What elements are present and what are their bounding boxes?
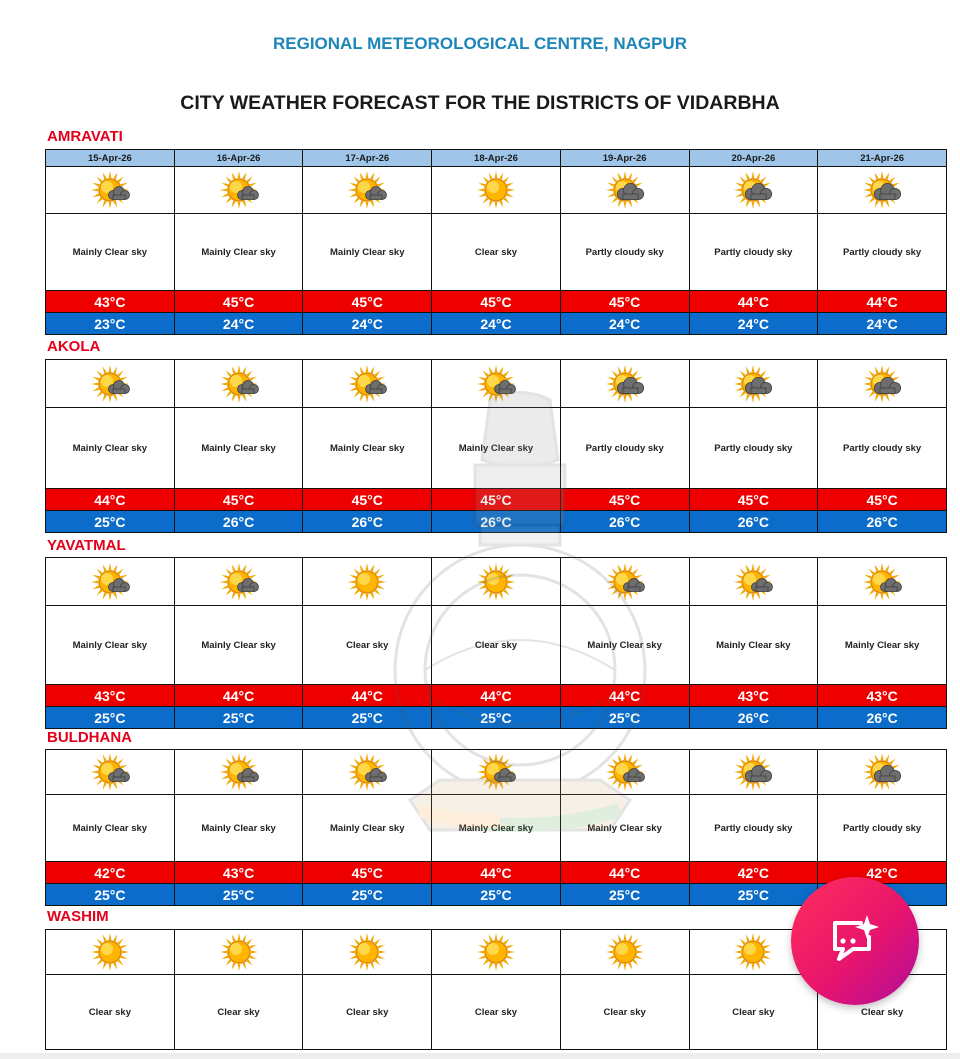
min-temp-row	[46, 511, 947, 533]
sky-condition-cell: Mainly Clear sky	[560, 606, 689, 685]
partly-cloudy-icon	[861, 363, 903, 405]
sky-condition-cell: Mainly Clear sky	[46, 606, 175, 685]
district-name: WASHIM	[47, 908, 109, 925]
page-title: CITY WEATHER FORECAST FOR THE DISTRICTS OF VIDARBHA	[180, 92, 780, 114]
mainly-clear-icon	[346, 363, 388, 405]
min-temp-cell: 25°C	[174, 884, 303, 906]
sky-condition-cell: Clear sky	[432, 606, 561, 685]
weather-icon-cell	[432, 930, 561, 975]
max-temp-row	[46, 489, 947, 511]
weather-icon-cell	[689, 750, 818, 795]
weather-icon-cell	[432, 750, 561, 795]
sky-condition-cell: Mainly Clear sky	[303, 214, 432, 291]
weather-icon-cell	[46, 360, 175, 408]
min-temp-cell: 24°C	[689, 313, 818, 335]
clear-sky-icon	[475, 561, 517, 603]
clear-sky-icon	[475, 169, 517, 211]
weather-icon-cell	[818, 558, 947, 606]
weather-icon-cell	[303, 930, 432, 975]
max-temp-cell: 45°C	[432, 489, 561, 511]
sky-condition-cell: Clear sky	[689, 975, 818, 1050]
mainly-clear-icon	[346, 169, 388, 211]
max-temp-cell: 44°C	[432, 862, 561, 884]
max-temp-cell: 45°C	[560, 489, 689, 511]
min-temp-cell: 25°C	[174, 707, 303, 729]
weather-icon-cell	[174, 360, 303, 408]
sky-condition-cell: Mainly Clear sky	[174, 795, 303, 862]
weather-icon-cell	[560, 930, 689, 975]
mainly-clear-icon	[475, 363, 517, 405]
mainly-clear-icon	[218, 363, 260, 405]
min-temp-cell: 25°C	[46, 707, 175, 729]
weather-icon-cell	[303, 360, 432, 408]
sky-condition-cell: Clear sky	[818, 975, 947, 1050]
min-temp-cell: 25°C	[46, 884, 175, 906]
sky-condition-cell: Mainly Clear sky	[303, 795, 432, 862]
min-temp-cell: 25°C	[689, 884, 818, 906]
date-cell: 20-Apr-26	[689, 150, 818, 167]
partly-cloudy-icon	[861, 169, 903, 211]
weather-icon-cell	[46, 750, 175, 795]
date-cell: 21-Apr-26	[818, 150, 947, 167]
mainly-clear-icon	[89, 169, 131, 211]
max-temp-cell: 42°C	[689, 862, 818, 884]
min-temp-cell: 26°C	[560, 511, 689, 533]
date-cell: 19-Apr-26	[560, 150, 689, 167]
mainly-clear-icon	[218, 751, 260, 793]
max-temp-row	[46, 685, 947, 707]
ai-chat-sparkle-icon	[827, 913, 883, 969]
weather-icon-cell	[689, 360, 818, 408]
sky-condition-cell: Mainly Clear sky	[432, 408, 561, 489]
min-temp-cell: 24°C	[174, 313, 303, 335]
weather-icon-cell	[174, 558, 303, 606]
district-name: YAVATMAL	[47, 537, 126, 554]
max-temp-cell: 45°C	[432, 291, 561, 313]
min-temp-cell: 26°C	[689, 511, 818, 533]
max-temp-cell: 45°C	[818, 489, 947, 511]
sky-condition-cell: Clear sky	[560, 975, 689, 1050]
sky-condition-cell: Partly cloudy sky	[560, 214, 689, 291]
max-temp-cell: 44°C	[818, 291, 947, 313]
weather-icon-cell	[46, 930, 175, 975]
sky-condition-cell: Mainly Clear sky	[432, 795, 561, 862]
min-temp-cell: 25°C	[303, 707, 432, 729]
date-cell: 18-Apr-26	[432, 150, 561, 167]
max-temp-cell: 45°C	[174, 291, 303, 313]
bottom-bar	[0, 1053, 960, 1059]
clear-sky-icon	[475, 931, 517, 973]
weather-icon-cell	[303, 558, 432, 606]
forecast-table-akola	[45, 359, 947, 533]
date-cell: 16-Apr-26	[174, 150, 303, 167]
max-temp-cell: 43°C	[46, 291, 175, 313]
max-temp-cell: 44°C	[560, 862, 689, 884]
max-temp-row	[46, 291, 947, 313]
min-temp-cell: 24°C	[432, 313, 561, 335]
min-temp-cell: 24°C	[818, 313, 947, 335]
weather-icon-cell	[174, 750, 303, 795]
mainly-clear-icon	[89, 561, 131, 603]
mainly-clear-icon	[604, 751, 646, 793]
sky-condition-cell: Partly cloudy sky	[689, 214, 818, 291]
date-cell: 15-Apr-26	[46, 150, 175, 167]
sky-condition-row	[46, 795, 947, 862]
partly-cloudy-icon	[604, 169, 646, 211]
weather-icon-cell	[432, 558, 561, 606]
sky-condition-row	[46, 408, 947, 489]
date-cell: 17-Apr-26	[303, 150, 432, 167]
partly-cloudy-icon	[732, 169, 774, 211]
date-header-row	[46, 150, 947, 167]
sky-condition-cell: Mainly Clear sky	[46, 214, 175, 291]
min-temp-cell: 25°C	[46, 511, 175, 533]
weather-icon-cell	[560, 750, 689, 795]
weather-icon-cell	[560, 167, 689, 214]
min-temp-cell: 25°C	[560, 884, 689, 906]
mainly-clear-icon	[218, 169, 260, 211]
sky-condition-row	[46, 606, 947, 685]
weather-icon-row	[46, 167, 947, 214]
max-temp-cell: 44°C	[560, 685, 689, 707]
sky-condition-cell: Partly cloudy sky	[689, 408, 818, 489]
sky-condition-cell: Clear sky	[46, 975, 175, 1050]
min-temp-cell: 23°C	[46, 313, 175, 335]
weather-icon-cell	[303, 167, 432, 214]
weather-icon-cell	[46, 558, 175, 606]
min-temp-cell: 25°C	[432, 707, 561, 729]
sky-condition-cell: Partly cloudy sky	[689, 795, 818, 862]
sky-condition-cell: Mainly Clear sky	[689, 606, 818, 685]
max-temp-cell: 44°C	[432, 685, 561, 707]
mainly-clear-icon	[89, 751, 131, 793]
partly-cloudy-icon	[861, 751, 903, 793]
ai-assistant-fab-button[interactable]	[791, 877, 919, 1005]
district-name: BULDHANA	[47, 729, 132, 746]
max-temp-cell: 44°C	[689, 291, 818, 313]
min-temp-cell: 26°C	[818, 707, 947, 729]
min-temp-cell: 26°C	[303, 511, 432, 533]
sky-condition-row	[46, 214, 947, 291]
weather-icon-cell	[818, 167, 947, 214]
clear-sky-icon	[346, 931, 388, 973]
weather-icon-row	[46, 360, 947, 408]
weather-icon-cell	[689, 167, 818, 214]
mainly-clear-icon	[604, 561, 646, 603]
weather-icon-cell	[46, 167, 175, 214]
mainly-clear-icon	[346, 751, 388, 793]
sky-condition-cell: Clear sky	[303, 606, 432, 685]
max-temp-cell: 44°C	[174, 685, 303, 707]
clear-sky-icon	[89, 931, 131, 973]
partly-cloudy-icon	[732, 751, 774, 793]
max-temp-cell: 43°C	[174, 862, 303, 884]
weather-icon-row	[46, 558, 947, 606]
min-temp-cell: 24°C	[560, 313, 689, 335]
mainly-clear-icon	[218, 561, 260, 603]
mainly-clear-icon	[89, 363, 131, 405]
max-temp-cell: 42°C	[818, 862, 947, 884]
clear-sky-icon	[346, 561, 388, 603]
district-name: AMRAVATI	[47, 128, 123, 145]
sky-condition-cell: Mainly Clear sky	[46, 408, 175, 489]
weather-icon-cell	[303, 750, 432, 795]
max-temp-cell: 45°C	[303, 489, 432, 511]
min-temp-cell: 26°C	[818, 511, 947, 533]
weather-icon-cell	[432, 167, 561, 214]
forecast-table-amravati	[45, 149, 947, 335]
sky-condition-cell: Mainly Clear sky	[303, 408, 432, 489]
min-temp-cell: 25°C	[432, 884, 561, 906]
sky-condition-cell: Clear sky	[174, 975, 303, 1050]
min-temp-cell: 26°C	[174, 511, 303, 533]
weather-icon-cell	[174, 930, 303, 975]
weather-icon-cell	[560, 360, 689, 408]
max-temp-cell: 42°C	[46, 862, 175, 884]
min-temp-row	[46, 707, 947, 729]
sky-condition-cell: Partly cloudy sky	[818, 795, 947, 862]
sky-condition-cell: Mainly Clear sky	[174, 214, 303, 291]
sky-condition-cell: Mainly Clear sky	[46, 795, 175, 862]
clear-sky-icon	[218, 931, 260, 973]
max-temp-cell: 45°C	[303, 862, 432, 884]
max-temp-cell: 45°C	[174, 489, 303, 511]
sky-condition-cell: Mainly Clear sky	[560, 795, 689, 862]
max-temp-cell: 43°C	[818, 685, 947, 707]
weather-icon-cell	[689, 558, 818, 606]
min-temp-cell: 26°C	[432, 511, 561, 533]
sky-condition-cell: Partly cloudy sky	[818, 214, 947, 291]
max-temp-row	[46, 862, 947, 884]
max-temp-cell: 45°C	[303, 291, 432, 313]
mainly-clear-icon	[732, 561, 774, 603]
min-temp-cell: 25°C	[560, 707, 689, 729]
min-temp-cell: 24°C	[303, 313, 432, 335]
max-temp-cell: 44°C	[303, 685, 432, 707]
district-name: AKOLA	[47, 338, 101, 355]
mainly-clear-icon	[475, 751, 517, 793]
partly-cloudy-icon	[604, 363, 646, 405]
sky-condition-cell: Partly cloudy sky	[818, 408, 947, 489]
forecast-table-yavatmal	[45, 557, 947, 729]
clear-sky-icon	[732, 931, 774, 973]
max-temp-cell: 45°C	[689, 489, 818, 511]
max-temp-cell: 43°C	[689, 685, 818, 707]
org-title: REGIONAL METEOROLOGICAL CENTRE, NAGPUR	[272, 34, 687, 53]
weather-icon-cell	[432, 360, 561, 408]
sky-condition-cell: Mainly Clear sky	[818, 606, 947, 685]
forecast-table-buldhana	[45, 749, 947, 906]
weather-icon-row	[46, 750, 947, 795]
min-temp-row	[46, 313, 947, 335]
sky-condition-cell: Clear sky	[303, 975, 432, 1050]
max-temp-cell: 45°C	[560, 291, 689, 313]
max-temp-cell: 43°C	[46, 685, 175, 707]
weather-icon-cell	[818, 750, 947, 795]
partly-cloudy-icon	[732, 363, 774, 405]
sky-condition-cell: Clear sky	[432, 214, 561, 291]
clear-sky-icon	[604, 931, 646, 973]
sky-condition-cell: Mainly Clear sky	[174, 606, 303, 685]
weather-icon-cell	[560, 558, 689, 606]
weather-icon-cell	[818, 360, 947, 408]
sky-condition-cell: Mainly Clear sky	[174, 408, 303, 489]
weather-icon-cell	[174, 167, 303, 214]
sky-condition-cell: Clear sky	[432, 975, 561, 1050]
mainly-clear-icon	[861, 561, 903, 603]
min-temp-cell: 25°C	[303, 884, 432, 906]
max-temp-cell: 44°C	[46, 489, 175, 511]
sky-condition-cell: Partly cloudy sky	[560, 408, 689, 489]
min-temp-cell: 26°C	[689, 707, 818, 729]
